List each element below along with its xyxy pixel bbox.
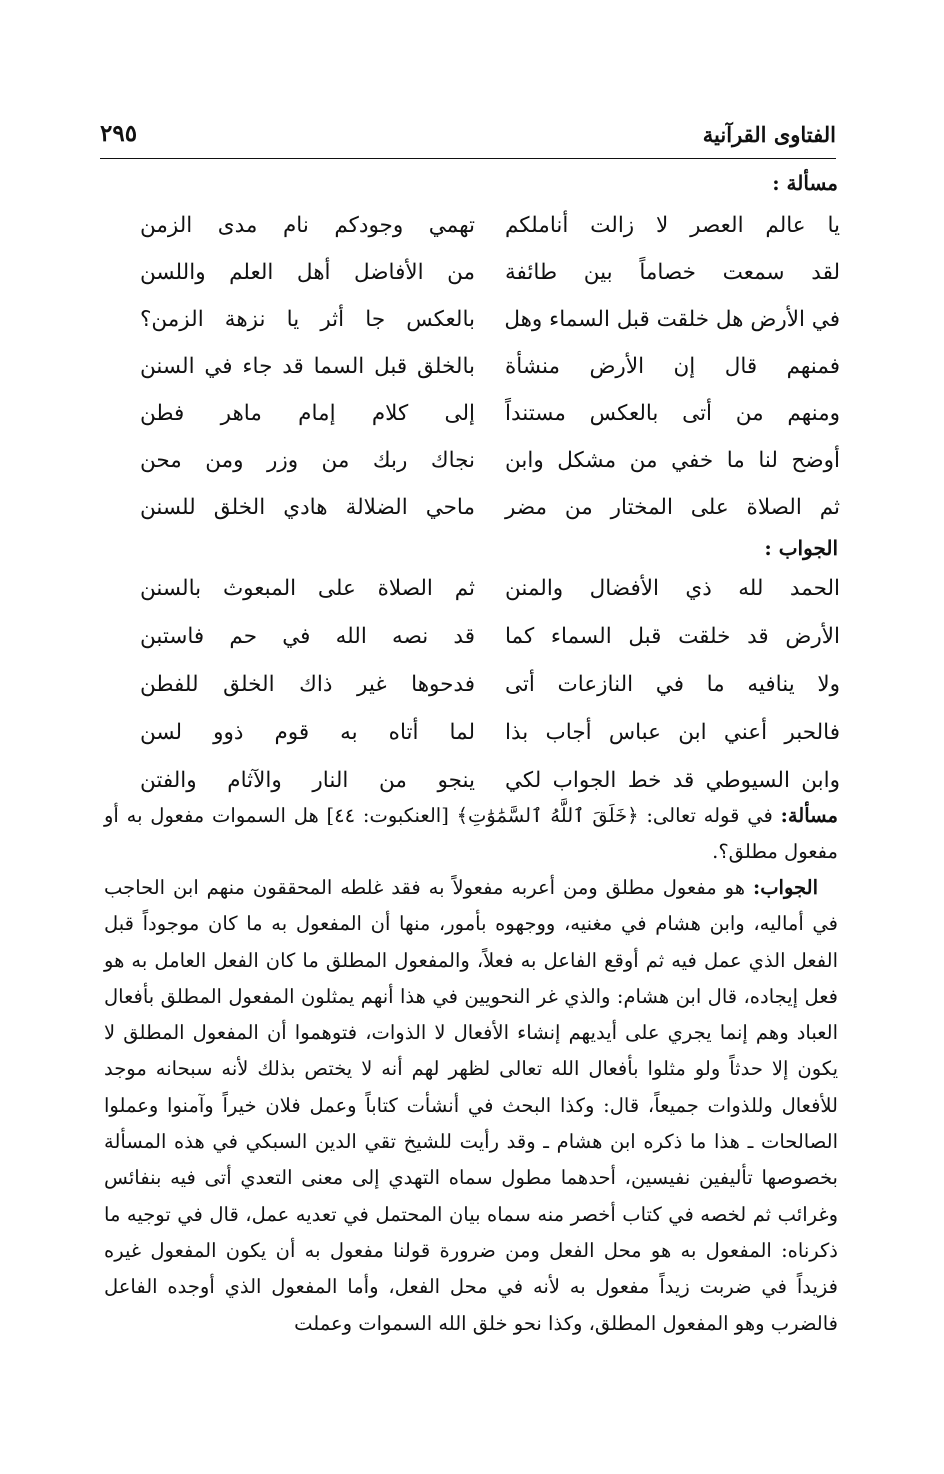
answer-label: الجواب : [764, 536, 838, 560]
verse-second-hemistich: لما أتاه به قوم ذوو لسن [140, 720, 475, 745]
verse-first-hemistich: أوضح لنا ما خفي من مشكل وابن [505, 448, 840, 473]
verse-first-hemistich: فمنهم قال إن الأرض منشأة [505, 354, 840, 379]
question-label: مسألة: [780, 804, 839, 827]
question-label: مسألة : [772, 171, 838, 195]
verse-second-hemistich: بالعكس جا أثر يا نزهة الزمن؟ [140, 307, 475, 332]
verse-first-hemistich: الأرض قد خلقت قبل السماء كما [505, 624, 840, 649]
verse-first-hemistich: ثم الصلاة على المختار من مضر [505, 495, 840, 520]
verse-first-hemistich: الحمد لله ذي الأفضال والمنن [505, 576, 840, 601]
verse-second-hemistich: بالخلق قبل السما قد جاء في السنن [140, 354, 475, 379]
verse-first-hemistich: يا عالم العصر لا زالت أناملكم [505, 213, 840, 238]
second-answer-paragraph [104, 870, 838, 1342]
verse-second-hemistich: تهمي وجودكم نام مدى الزمن [140, 213, 475, 238]
verse-second-hemistich: قد نصه الله في حم فاستبن [140, 624, 475, 649]
verse-second-hemistich: من الأفاضل أهل العلم واللسن [140, 260, 475, 285]
answer-label: الجواب: [753, 876, 818, 899]
verse-second-hemistich: ينجو من النار والآثام والفتن [140, 768, 475, 793]
verse-first-hemistich: فالحبر أعني ابن عباس أجاب بذا [505, 720, 840, 745]
verse-first-hemistich: وابن السيوطي قد خط الجواب لكي [505, 768, 840, 793]
answer-text: هو مفعول مطلق ومن أعربه مفعولاً به فقد غلطه المحققون منهم ابن الحاجب في أماليه، وابن هشام في مغنيه، ووجهوه بأمور، منها أن المفعول به ما كان موجوداً قبل الفعل الذي عمل فيه ثم أوقع الفاعل به فعلاً، والمفعول المطلق ما كان الفعل العامل به هو فعل إيجاده، قال ابن هشام: والذي غر النحويين في هذا أنهم يمثلون المفعول المطلق بأفعال العباد وهم إنما يجري على أيديهم إنشاء الأفعال لا الذوات، فتوهموا أن المفعول المطلق لا يكون إلا حدثاً ولو مثلوا بأفعال الله تعالى لظهر لهم أنه لا يختص بذلك لأنه سبحانه موجد للأفعال وللذوات جميعاً، قال: وكذا البحث في أنشأت كتاباً وعمل فلان خيراً وآمنوا وعملوا الصالحات ـ هذا ما ذكره ابن هشام ـ وقد رأيت للشيخ تقي الدين السبكي في هذه المسألة بخصوصها تأليفين نفيسين، أحدهما مطول سماه التهدي إلى معنى التعدي أتى فيه بنفائس وغرائب ثم لخصه في كتاب أخصر منه سماه بيان المحتمل في تعديه عمل، قال في توجيه ما ذكرناه: المفعول به هو محل الفعل ومن ضرورة قولنا مفعول به أن يكون المفعول غيره فزيداً في ضربت زيداً مفعول به لأنه في محل الفعل، وأما المفعول الذي أوجده الفاعل فالضرب وهو المفعول المطلق، وكذا نحو خلق الله السموات وعملت [104, 876, 838, 1335]
poem-verse [100, 720, 840, 760]
poem-verse [100, 672, 840, 712]
verse-second-hemistich: فدحوها غير ذاك الخلق للفطن [140, 672, 475, 697]
verse-first-hemistich: لقد سمعت خصاماً بين طائفة [505, 260, 840, 285]
second-question-paragraph [104, 798, 838, 871]
question-text: في قوله تعالى: ﴿خَلَقَ ٱللَّهُ ٱلسَّمَٰوَٰتِ﴾ [العنكبوت: ٤٤] هل السموات مفعول به أو مفعول مطلق؟. [104, 804, 838, 864]
verse-second-hemistich: ماحي الضلالة هادي الخلق للسنن [140, 495, 475, 520]
verse-second-hemistich: إلى كلام إمام ماهر فطن [140, 401, 475, 426]
poem-verse [100, 307, 840, 347]
poem-verse [100, 448, 840, 488]
poem-verse [100, 213, 840, 253]
running-title: الفتاوى القرآنية [702, 122, 836, 147]
verse-first-hemistich: ولا ينافيه ما في النازعات أتى [505, 672, 840, 697]
poem-verse [100, 354, 840, 394]
verse-second-hemistich: نجاك ربك من وزر ومن محن [140, 448, 475, 473]
poem-verse [100, 260, 840, 300]
poem-verse [100, 495, 840, 535]
page-number: ٢٩٥ [100, 120, 138, 147]
poem-verse [100, 401, 840, 441]
poem-verse [100, 576, 840, 616]
page-header [100, 118, 836, 159]
poem-verse [100, 624, 840, 664]
verse-first-hemistich: في الأرض هل خلقت قبل السماء وهل [504, 307, 840, 332]
verse-second-hemistich: ثم الصلاة على المبعوث بالسنن [140, 576, 475, 601]
verse-first-hemistich: ومنهم من أتى بالعكس مستنداً [505, 401, 840, 426]
